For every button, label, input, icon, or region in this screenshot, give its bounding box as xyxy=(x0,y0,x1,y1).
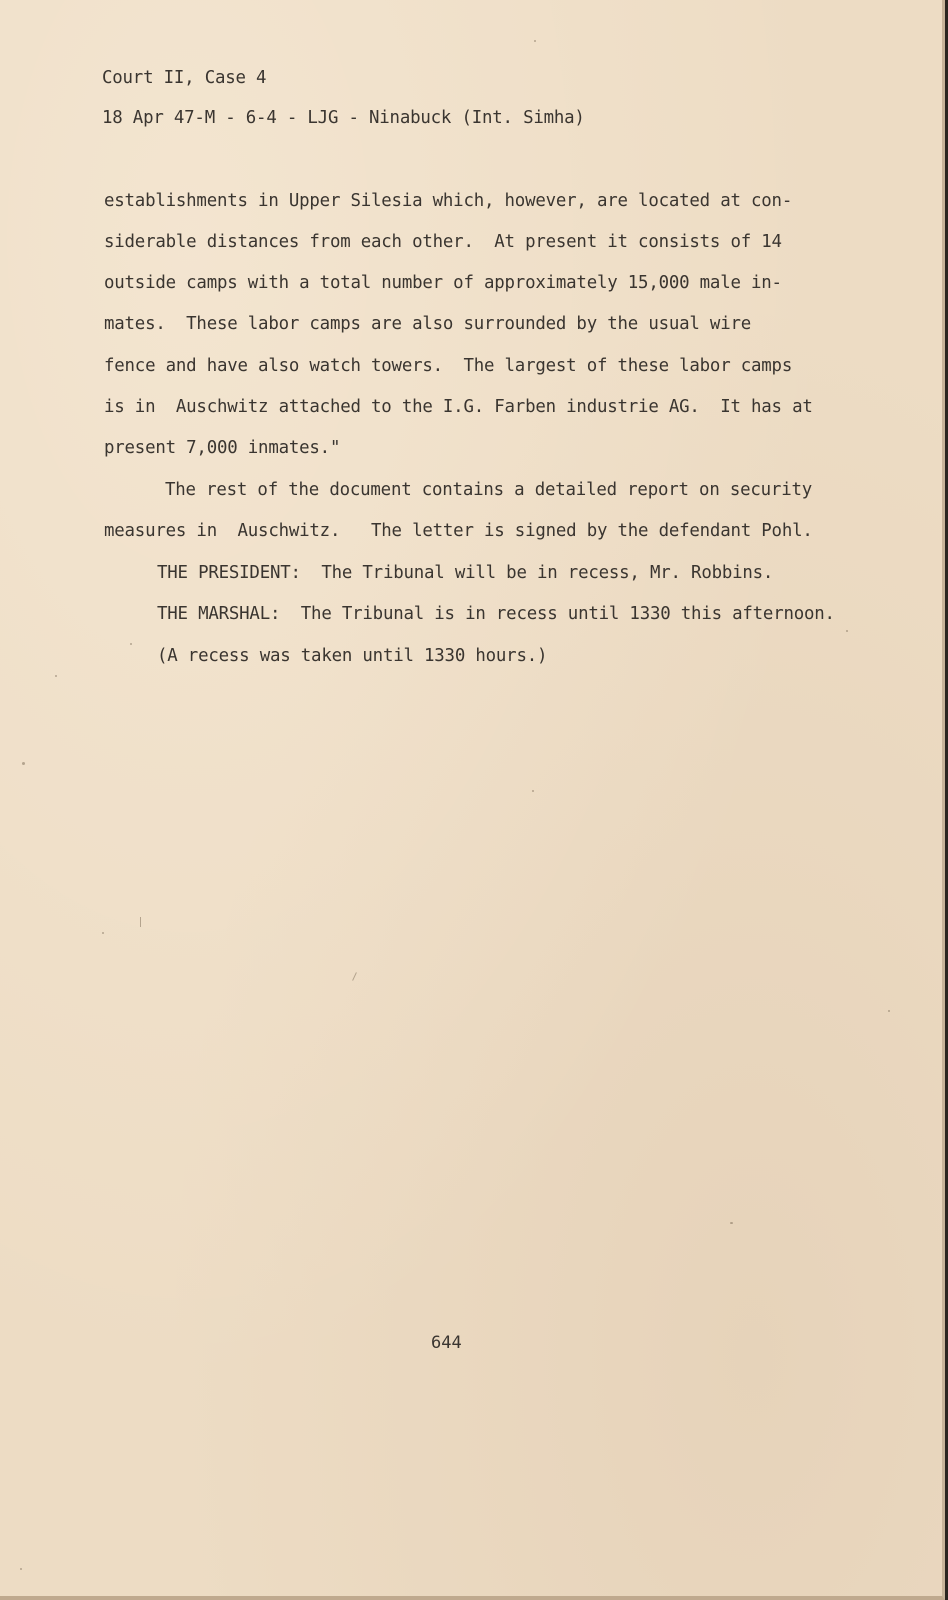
paper-speck xyxy=(888,1010,890,1012)
paper-speck xyxy=(130,643,132,645)
president-statement: THE PRESIDENT: The Tribunal will be in recess, Mr. Robbins. xyxy=(157,563,774,583)
recess-note: (A recess was taken until 1330 hours.) xyxy=(157,646,548,666)
paragraph-line: The rest of the document contains a detailed report on security xyxy=(165,480,813,500)
page-number: 644 xyxy=(431,1333,462,1353)
body-line: present 7,000 inmates." xyxy=(104,438,341,458)
paper-speck xyxy=(55,675,57,677)
body-line: fence and have also watch towers. The largest of these labor camps xyxy=(104,356,793,376)
paper-speck xyxy=(22,762,25,765)
body-line: is in Auschwitz attached to the I.G. Farben industrie AG. It has at xyxy=(104,397,813,417)
body-line: siderable distances from each other. At present it consists of 14 xyxy=(104,232,782,252)
marshal-statement: THE MARSHAL: The Tribunal is in recess until 1330 this afternoon. xyxy=(157,604,835,624)
case-header: Court II, Case 4 xyxy=(102,68,267,88)
paper-speck xyxy=(730,1222,733,1224)
paper-speck xyxy=(352,972,357,981)
paper-speck xyxy=(140,917,141,927)
paper-speck xyxy=(20,1568,22,1570)
body-line: outside camps with a total number of approximately 15,000 male in- xyxy=(104,273,782,293)
paper-speck xyxy=(532,790,534,792)
paper-speck xyxy=(846,630,848,632)
session-header: 18 Apr 47-M - 6-4 - LJG - Ninabuck (Int. Simha) xyxy=(102,108,585,128)
body-line: mates. These labor camps are also surrounded by the usual wire xyxy=(104,314,752,334)
paragraph-line: measures in Auschwitz. The letter is signed by the defendant Pohl. xyxy=(104,521,813,541)
paper-speck xyxy=(102,932,104,934)
body-line: establishments in Upper Silesia which, however, are located at con- xyxy=(104,191,793,211)
paper-speck xyxy=(534,40,536,42)
